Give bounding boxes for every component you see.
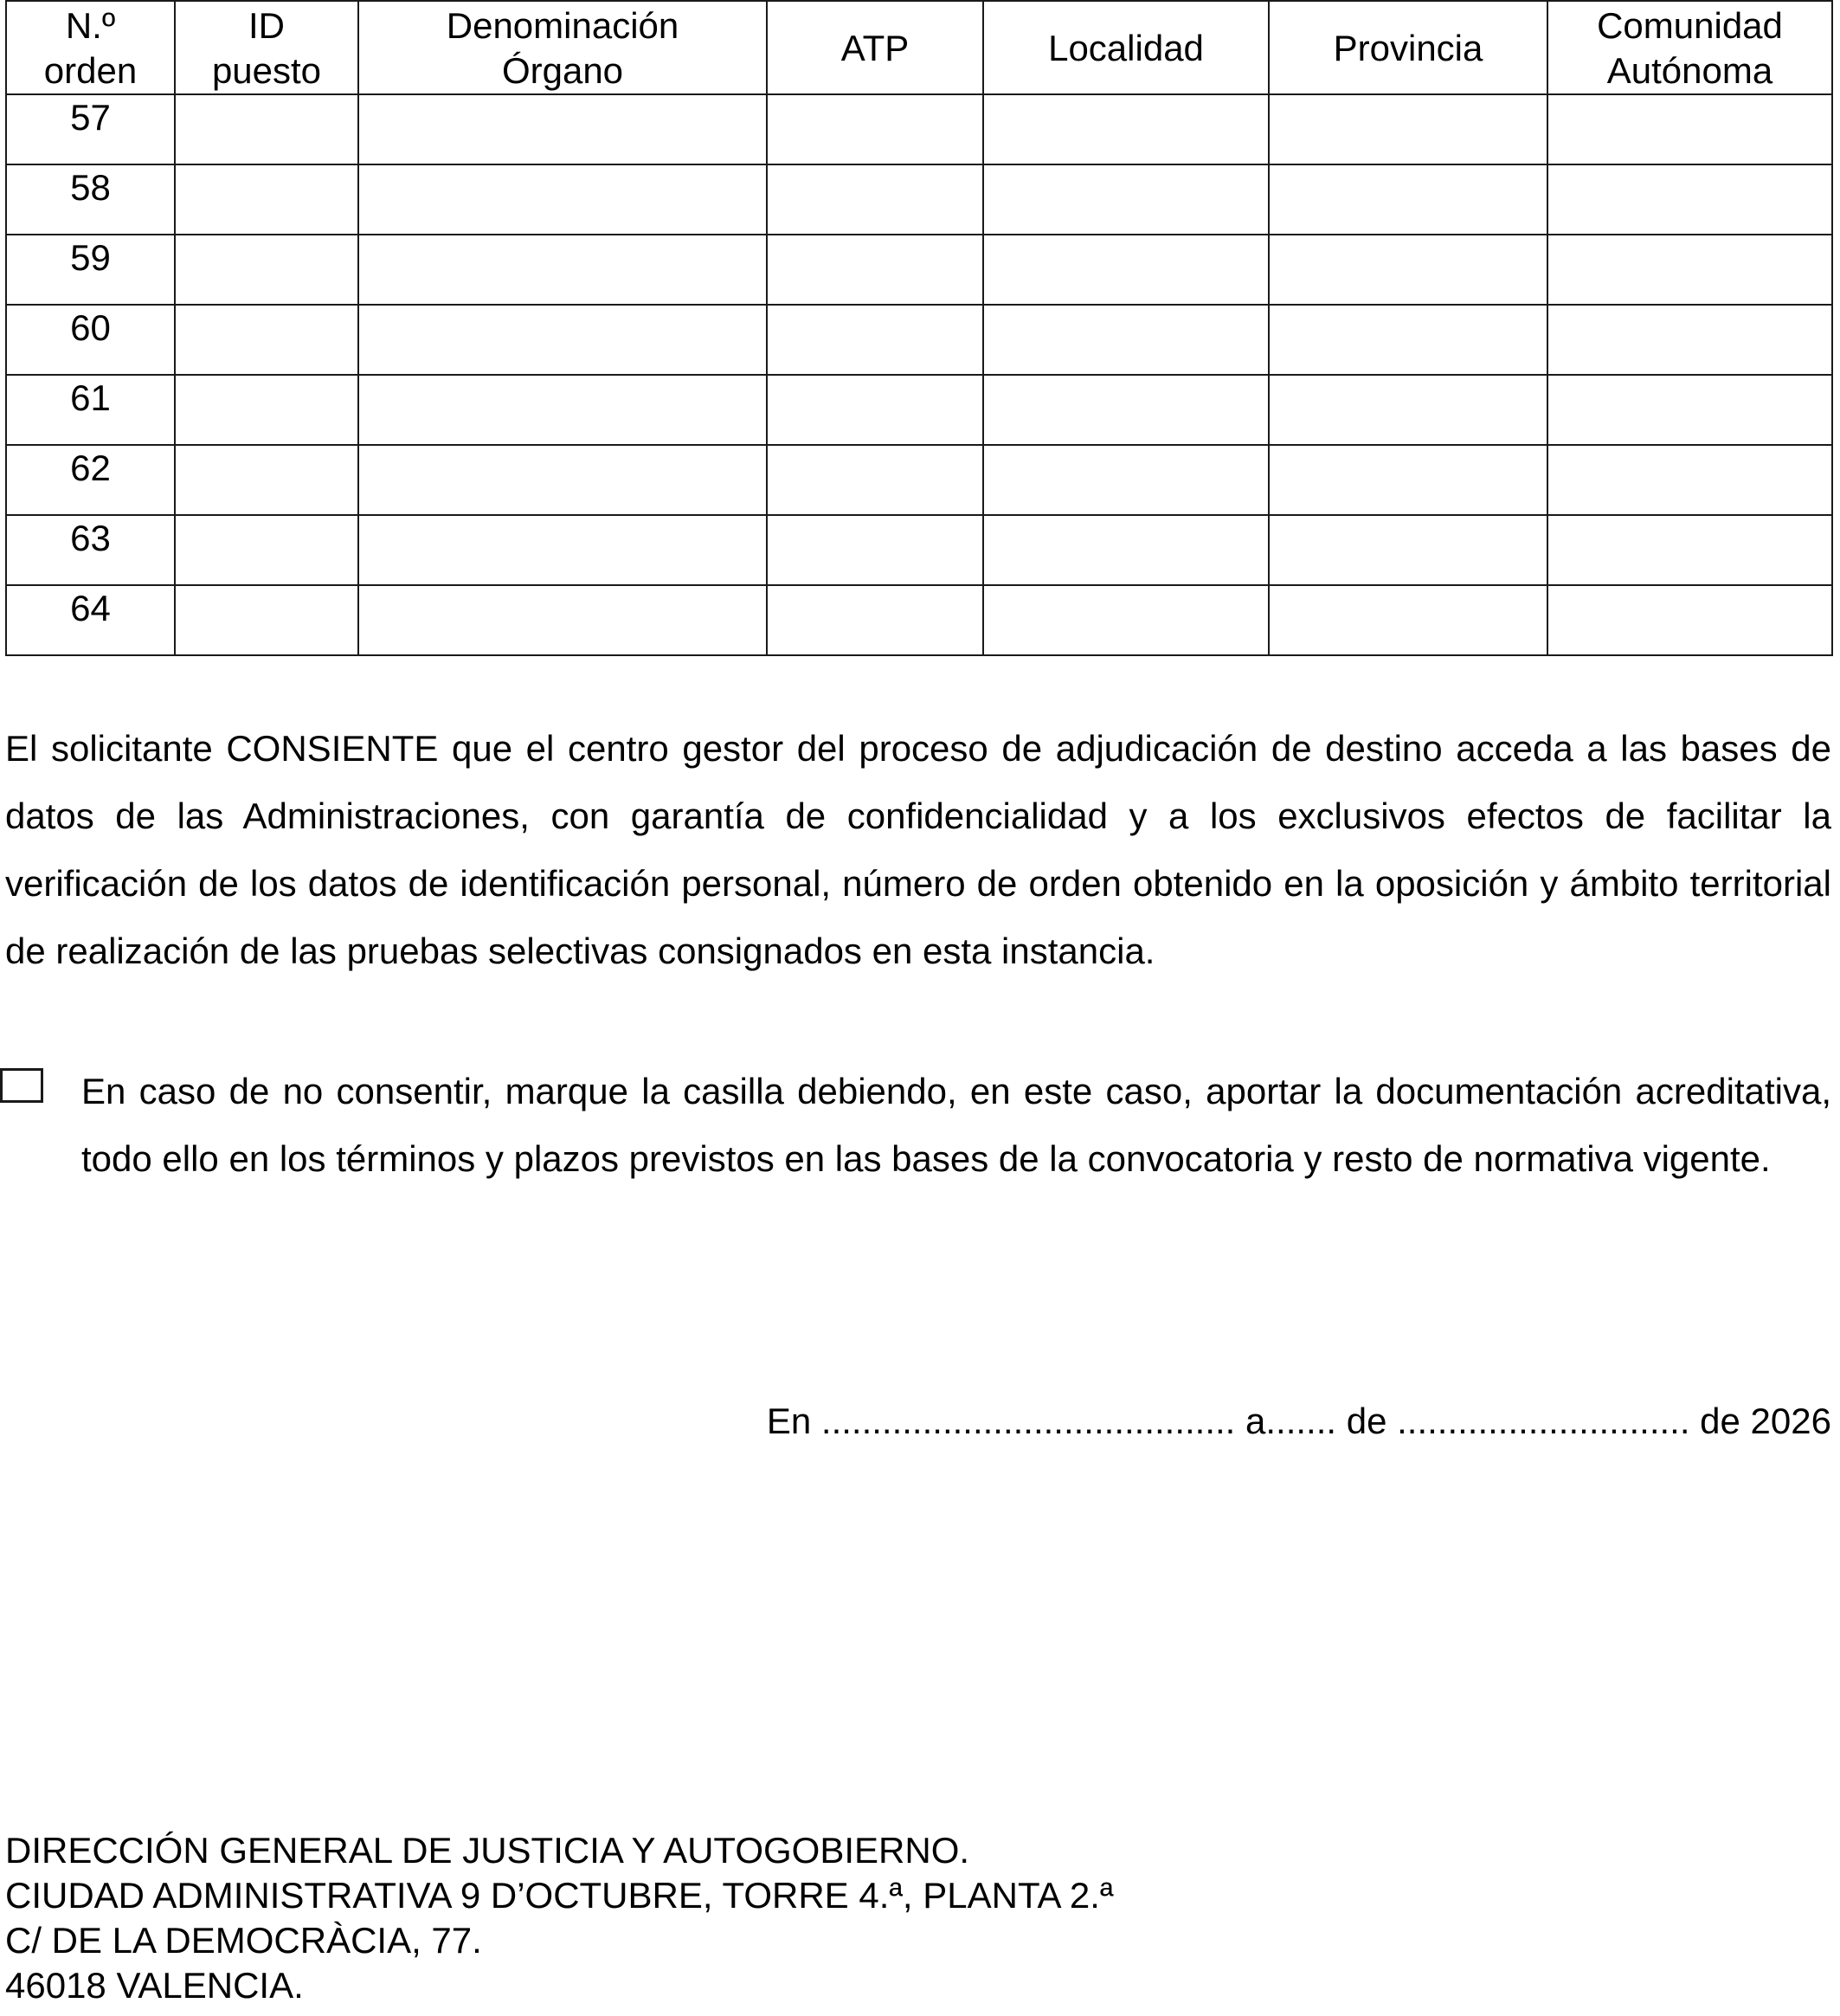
province-cell[interactable] <box>1269 235 1547 305</box>
organ-name-cell[interactable] <box>358 585 767 655</box>
header-locality <box>983 1 1269 94</box>
atp-cell[interactable] <box>767 585 983 655</box>
header-line: Comunidad <box>1597 5 1783 46</box>
community-cell[interactable] <box>1547 375 1832 445</box>
position-id-cell[interactable] <box>175 164 358 235</box>
locality-cell[interactable] <box>983 445 1269 515</box>
header-line: Denominación <box>446 5 679 46</box>
community-cell[interactable] <box>1547 445 1832 515</box>
table-row <box>6 305 1832 375</box>
header-line: N.º <box>65 5 116 46</box>
province-cell[interactable] <box>1269 515 1547 585</box>
province-cell[interactable] <box>1269 375 1547 445</box>
position-id-cell[interactable] <box>175 585 358 655</box>
order-number-cell: 59 <box>6 235 175 305</box>
table-header-row <box>6 1 1832 94</box>
atp-cell[interactable] <box>767 515 983 585</box>
order-number-cell: 61 <box>6 375 175 445</box>
address-line: DIRECCIÓN GENERAL DE JUSTICIA Y AUTOGOBIERNO. <box>5 1830 970 1871</box>
community-cell[interactable] <box>1547 585 1832 655</box>
position-id-cell[interactable] <box>175 305 358 375</box>
header-atp <box>767 1 983 94</box>
header-organ-name <box>358 1 767 94</box>
header-line: Localidad <box>1048 28 1204 68</box>
address-line: C/ DE LA DEMOCRÀCIA, 77. <box>5 1920 482 1961</box>
table-body <box>6 94 1832 655</box>
locality-cell[interactable] <box>983 164 1269 235</box>
community-cell[interactable] <box>1547 164 1832 235</box>
organ-name-cell[interactable] <box>358 94 767 164</box>
atp-cell[interactable] <box>767 235 983 305</box>
order-number-cell: 64 <box>6 585 175 655</box>
table-row <box>6 164 1832 235</box>
table-row <box>6 445 1832 515</box>
header-line: orden <box>43 50 138 91</box>
province-cell[interactable] <box>1269 445 1547 515</box>
header-line: puesto <box>211 50 322 91</box>
table-row <box>6 585 1832 655</box>
position-id-cell[interactable] <box>175 375 358 445</box>
atp-cell[interactable] <box>767 445 983 515</box>
community-cell[interactable] <box>1547 515 1832 585</box>
order-number-cell: 58 <box>6 164 175 235</box>
atp-cell[interactable] <box>767 94 983 164</box>
header-autonomous-community <box>1547 1 1832 94</box>
order-number-cell: 63 <box>6 515 175 585</box>
table-row <box>6 375 1832 445</box>
atp-cell[interactable] <box>767 375 983 445</box>
locality-cell[interactable] <box>983 235 1269 305</box>
consent-paragraph: El solicitante CONSIENTE que el centro gestor del proceso de adjudicación de destino acceda a las bases de datos de las Administraciones, con garantía de confidencialidad y a los exclusivos efectos de facilitar la verificación de los datos de identificación personal, número de orden obtenido en la oposición y ámbito territorial de realización de las pruebas selectivas consignados en esta instancia. <box>5 728 1831 971</box>
position-id-cell[interactable] <box>175 235 358 305</box>
locality-cell[interactable] <box>983 585 1269 655</box>
locality-cell[interactable] <box>983 375 1269 445</box>
organ-name-cell[interactable] <box>358 515 767 585</box>
place-date-line: En ......................................... a....... de ............................. de 2026 <box>766 1401 1831 1441</box>
order-number-cell: 57 <box>6 94 175 164</box>
position-id-cell[interactable] <box>175 94 358 164</box>
province-cell[interactable] <box>1269 585 1547 655</box>
header-position-id <box>175 1 358 94</box>
header-order-number <box>6 1 175 94</box>
organ-name-cell[interactable] <box>358 305 767 375</box>
header-line: ID <box>248 5 285 46</box>
locality-cell[interactable] <box>983 94 1269 164</box>
table-row <box>6 515 1832 585</box>
position-id-cell[interactable] <box>175 445 358 515</box>
address-line: 46018 VALENCIA. <box>5 1965 304 2006</box>
locality-cell[interactable] <box>983 305 1269 375</box>
atp-cell[interactable] <box>767 305 983 375</box>
header-line: Provincia <box>1333 28 1483 68</box>
organ-name-cell[interactable] <box>358 235 767 305</box>
community-cell[interactable] <box>1547 235 1832 305</box>
community-cell[interactable] <box>1547 305 1832 375</box>
header-line: ATP <box>840 28 910 68</box>
province-cell[interactable] <box>1269 305 1547 375</box>
order-number-cell: 62 <box>6 445 175 515</box>
header-line: Autónoma <box>1606 50 1773 91</box>
atp-cell[interactable] <box>767 164 983 235</box>
organ-name-cell[interactable] <box>358 164 767 235</box>
province-cell[interactable] <box>1269 94 1547 164</box>
locality-cell[interactable] <box>983 515 1269 585</box>
organ-name-cell[interactable] <box>358 445 767 515</box>
organ-name-cell[interactable] <box>358 375 767 445</box>
address-block <box>5 1828 1113 2008</box>
position-id-cell[interactable] <box>175 515 358 585</box>
table-row <box>6 235 1832 305</box>
community-cell[interactable] <box>1547 94 1832 164</box>
opt-out-text: En caso de no consentir, marque la casilla debiendo, en este caso, aportar la documentación acreditativa, todo ello en los términos y plazos previstos en las bases de la convocatoria y resto de normativa vigente. <box>81 1071 1831 1179</box>
destination-preferences-table <box>5 0 1833 656</box>
order-number-cell: 60 <box>6 305 175 375</box>
header-province <box>1269 1 1547 94</box>
header-line: Órgano <box>501 50 624 91</box>
address-line: CIUDAD ADMINISTRATIVA 9 D’OCTUBRE, TORRE 4.ª, PLANTA 2.ª <box>5 1875 1114 1916</box>
table-row <box>6 94 1832 164</box>
province-cell[interactable] <box>1269 164 1547 235</box>
opt-out-checkbox[interactable] <box>0 1068 43 1103</box>
